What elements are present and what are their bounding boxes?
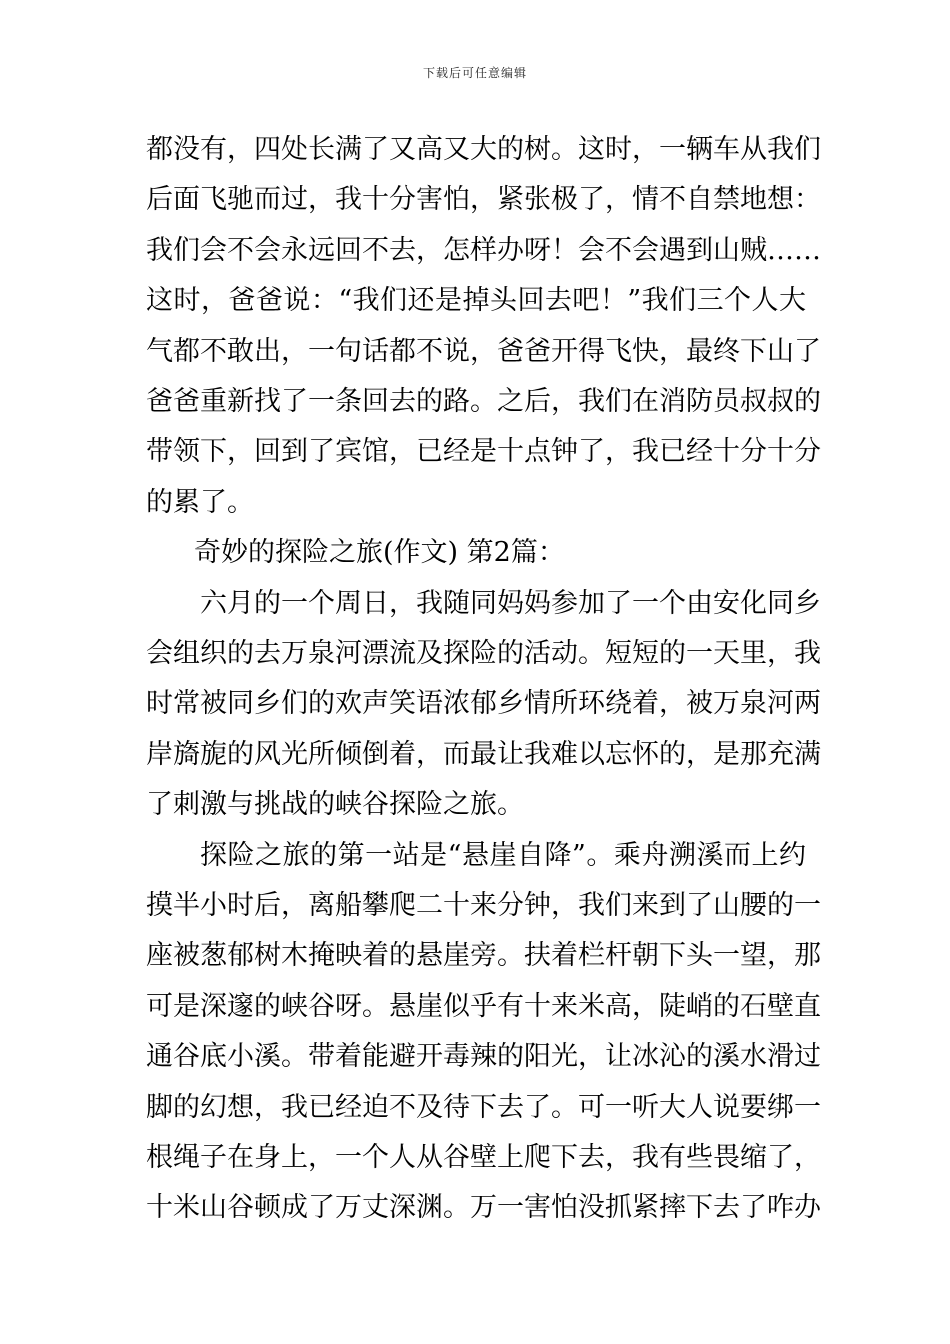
section-heading: 奇妙的探险之旅(作文) 第2篇： <box>194 537 565 568</box>
text-line: 这时，爸爸说：“我们还是掉头回去吧！”我们三个人大 <box>146 285 806 316</box>
text-line: 都没有，四处长满了又高又大的树。这时，一辆车从我们 <box>146 134 821 165</box>
text-line: 摸半小时后，离船攀爬二十来分钟，我们来到了山腰的一 <box>146 890 821 921</box>
text-line: 十米山谷顿成了万丈深渊。万一害怕没抓紧摔下去了咋办 <box>146 1192 821 1223</box>
text-line: 可是深邃的峡谷呀。悬崖似乎有十来米高，陡峭的石壁直 <box>146 991 821 1022</box>
paragraph-first-line: 探险之旅的第一站是“悬崖自降”。乘舟溯溪而上约 <box>200 840 806 871</box>
text-line: 爸爸重新找了一条回去的路。之后，我们在消防员叔叔的 <box>146 386 821 417</box>
text-line: 后面飞驰而过，我十分害怕，紧张极了，情不自禁地想： <box>146 184 821 215</box>
text-line: 气都不敢出，一句话都不说，爸爸开得飞快，最终下山了 <box>146 336 821 367</box>
text-line: 会组织的去万泉河漂流及探险的活动。短短的一天里，我 <box>146 638 821 669</box>
text-line: 了刺激与挑战的峡谷探险之旅。 <box>146 789 524 820</box>
text-line: 根绳子在身上，一个人从谷壁上爬下去，我有些畏缩了， <box>146 1142 821 1173</box>
text-line: 脚的幻想，我已经迫不及待下去了。可一听大人说要绑一 <box>146 1092 821 1123</box>
text-line: 的累了。 <box>146 487 254 518</box>
text-line: 岸旖旎的风光所倾倒着，而最让我难以忘怀的，是那充满 <box>146 739 821 770</box>
text-line: 座被葱郁树木掩映着的悬崖旁。扶着栏杆朝下头一望，那 <box>146 940 821 971</box>
paragraph-first-line: 六月的一个周日，我随同妈妈参加了一个由安化同乡 <box>200 588 821 619</box>
text-line: 我们会不会永远回不去，怎样办呀！会不会遇到山贼…… <box>146 235 821 266</box>
text-line: 通谷底小溪。带着能避开毒辣的阳光，让冰沁的溪水滑过 <box>146 1041 821 1072</box>
text-line: 时常被同乡们的欢声笑语浓郁乡情所环绕着，被万泉河两 <box>146 688 821 719</box>
header-note: 下载后可任意编辑 <box>422 66 527 80</box>
text-line: 带领下，回到了宾馆，已经是十点钟了，我已经十分十分 <box>146 436 821 467</box>
